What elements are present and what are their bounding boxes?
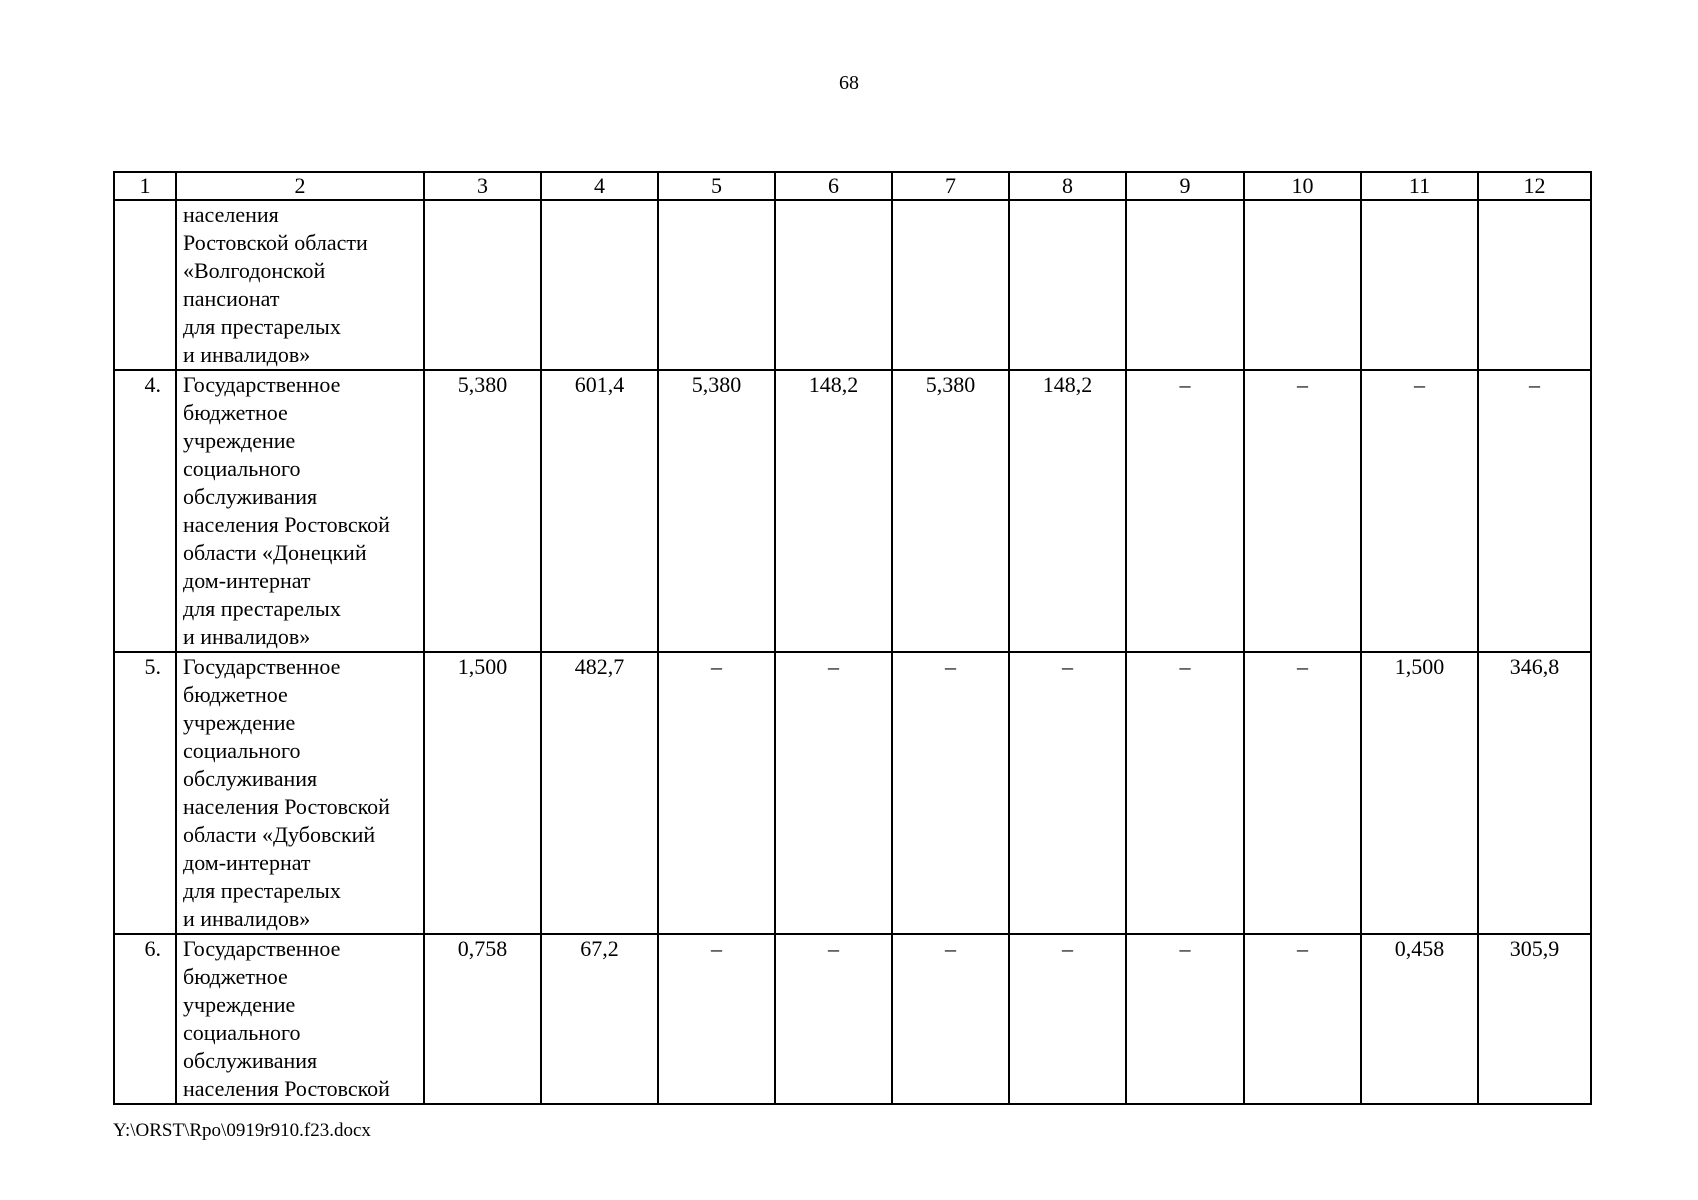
name-line: Государственное — [183, 372, 341, 397]
name-line: Государственное — [183, 936, 341, 961]
name-line: для престарелых — [183, 314, 341, 339]
value-cell: – — [775, 652, 892, 934]
row-number — [114, 200, 176, 370]
header-cell: 7 — [892, 172, 1009, 200]
table-row — [114, 370, 1591, 652]
value-cell: 305,9 — [1478, 934, 1591, 1104]
value-cell — [1478, 200, 1591, 370]
institution-name — [176, 200, 424, 370]
value-cell: – — [892, 652, 1009, 934]
value-cell: – — [1244, 934, 1361, 1104]
header-cell: 3 — [424, 172, 541, 200]
value-cell: – — [658, 652, 775, 934]
header-cell: 11 — [1361, 172, 1478, 200]
header-cell: 8 — [1009, 172, 1126, 200]
name-line: области «Донецкий — [183, 540, 367, 565]
name-line: бюджетное — [183, 682, 288, 707]
header-cell: 12 — [1478, 172, 1591, 200]
value-cell: – — [1244, 370, 1361, 652]
name-line: учреждение — [183, 992, 296, 1017]
name-line: социального — [183, 738, 301, 763]
name-line: области «Дубовский — [183, 822, 376, 847]
value-cell — [1009, 200, 1126, 370]
name-line: населения Ростовской — [183, 512, 390, 537]
value-cell: 1,500 — [1361, 652, 1478, 934]
value-cell: – — [1126, 934, 1244, 1104]
name-line: учреждение — [183, 710, 296, 735]
value-cell: 482,7 — [541, 652, 658, 934]
value-cell: 0,458 — [1361, 934, 1478, 1104]
name-line: бюджетное — [183, 400, 288, 425]
name-line: социального — [183, 1020, 301, 1045]
name-line: и инвалидов» — [183, 624, 311, 649]
value-cell: – — [1361, 370, 1478, 652]
name-line: дом-интернат — [183, 850, 311, 875]
value-cell: 0,758 — [424, 934, 541, 1104]
value-cell: – — [1009, 652, 1126, 934]
value-cell: 148,2 — [775, 370, 892, 652]
value-cell: – — [1126, 652, 1244, 934]
value-cell — [541, 200, 658, 370]
name-line: пансионат — [183, 286, 280, 311]
table-row — [114, 934, 1591, 1104]
value-cell: – — [1126, 370, 1244, 652]
name-line: «Волгодонской — [183, 258, 326, 283]
name-line: и инвалидов» — [183, 342, 311, 367]
name-line: для престарелых — [183, 878, 341, 903]
value-cell — [1361, 200, 1478, 370]
value-cell: – — [775, 934, 892, 1104]
value-cell — [658, 200, 775, 370]
name-line: населения Ростовской — [183, 794, 390, 819]
value-cell: 1,500 — [424, 652, 541, 934]
value-cell: – — [1009, 934, 1126, 1104]
name-line: населения — [183, 202, 279, 227]
name-line: обслуживания — [183, 1048, 318, 1073]
table-header-row — [114, 172, 1591, 200]
value-cell — [1126, 200, 1244, 370]
name-line: Ростовской области — [183, 230, 368, 255]
page-number: 68 — [839, 72, 859, 94]
name-line: социального — [183, 456, 301, 481]
value-cell: – — [892, 934, 1009, 1104]
name-line: для престарелых — [183, 596, 341, 621]
header-cell: 9 — [1126, 172, 1244, 200]
value-cell: – — [1244, 652, 1361, 934]
header-cell: 5 — [658, 172, 775, 200]
value-cell: 5,380 — [892, 370, 1009, 652]
value-cell — [1244, 200, 1361, 370]
value-cell: 148,2 — [1009, 370, 1126, 652]
value-cell: – — [1478, 370, 1591, 652]
institution-name — [176, 370, 424, 652]
name-line: обслуживания — [183, 484, 318, 509]
value-cell: 601,4 — [541, 370, 658, 652]
value-cell — [775, 200, 892, 370]
name-line: обслуживания — [183, 766, 318, 791]
file-path-footer: Y:\ORST\Rpo\0919r910.f23.docx — [113, 1120, 371, 1141]
table-row — [114, 652, 1591, 934]
value-cell: 5,380 — [658, 370, 775, 652]
value-cell: 67,2 — [541, 934, 658, 1104]
value-cell: 5,380 — [424, 370, 541, 652]
row-number: 6. — [114, 934, 176, 1104]
name-line: Государственное — [183, 654, 341, 679]
header-cell: 2 — [176, 172, 424, 200]
name-line: бюджетное — [183, 964, 288, 989]
institution-name — [176, 652, 424, 934]
data-table — [113, 171, 1592, 1105]
name-line: и инвалидов» — [183, 906, 311, 931]
header-cell: 1 — [114, 172, 176, 200]
institution-name — [176, 934, 424, 1104]
value-cell: – — [658, 934, 775, 1104]
header-cell: 10 — [1244, 172, 1361, 200]
value-cell — [424, 200, 541, 370]
name-line: учреждение — [183, 428, 296, 453]
value-cell: 346,8 — [1478, 652, 1591, 934]
value-cell — [892, 200, 1009, 370]
name-line: населения Ростовской — [183, 1076, 390, 1101]
table-row — [114, 200, 1591, 370]
row-number: 5. — [114, 652, 176, 934]
header-cell: 6 — [775, 172, 892, 200]
header-cell: 4 — [541, 172, 658, 200]
row-number: 4. — [114, 370, 176, 652]
name-line: дом-интернат — [183, 568, 311, 593]
